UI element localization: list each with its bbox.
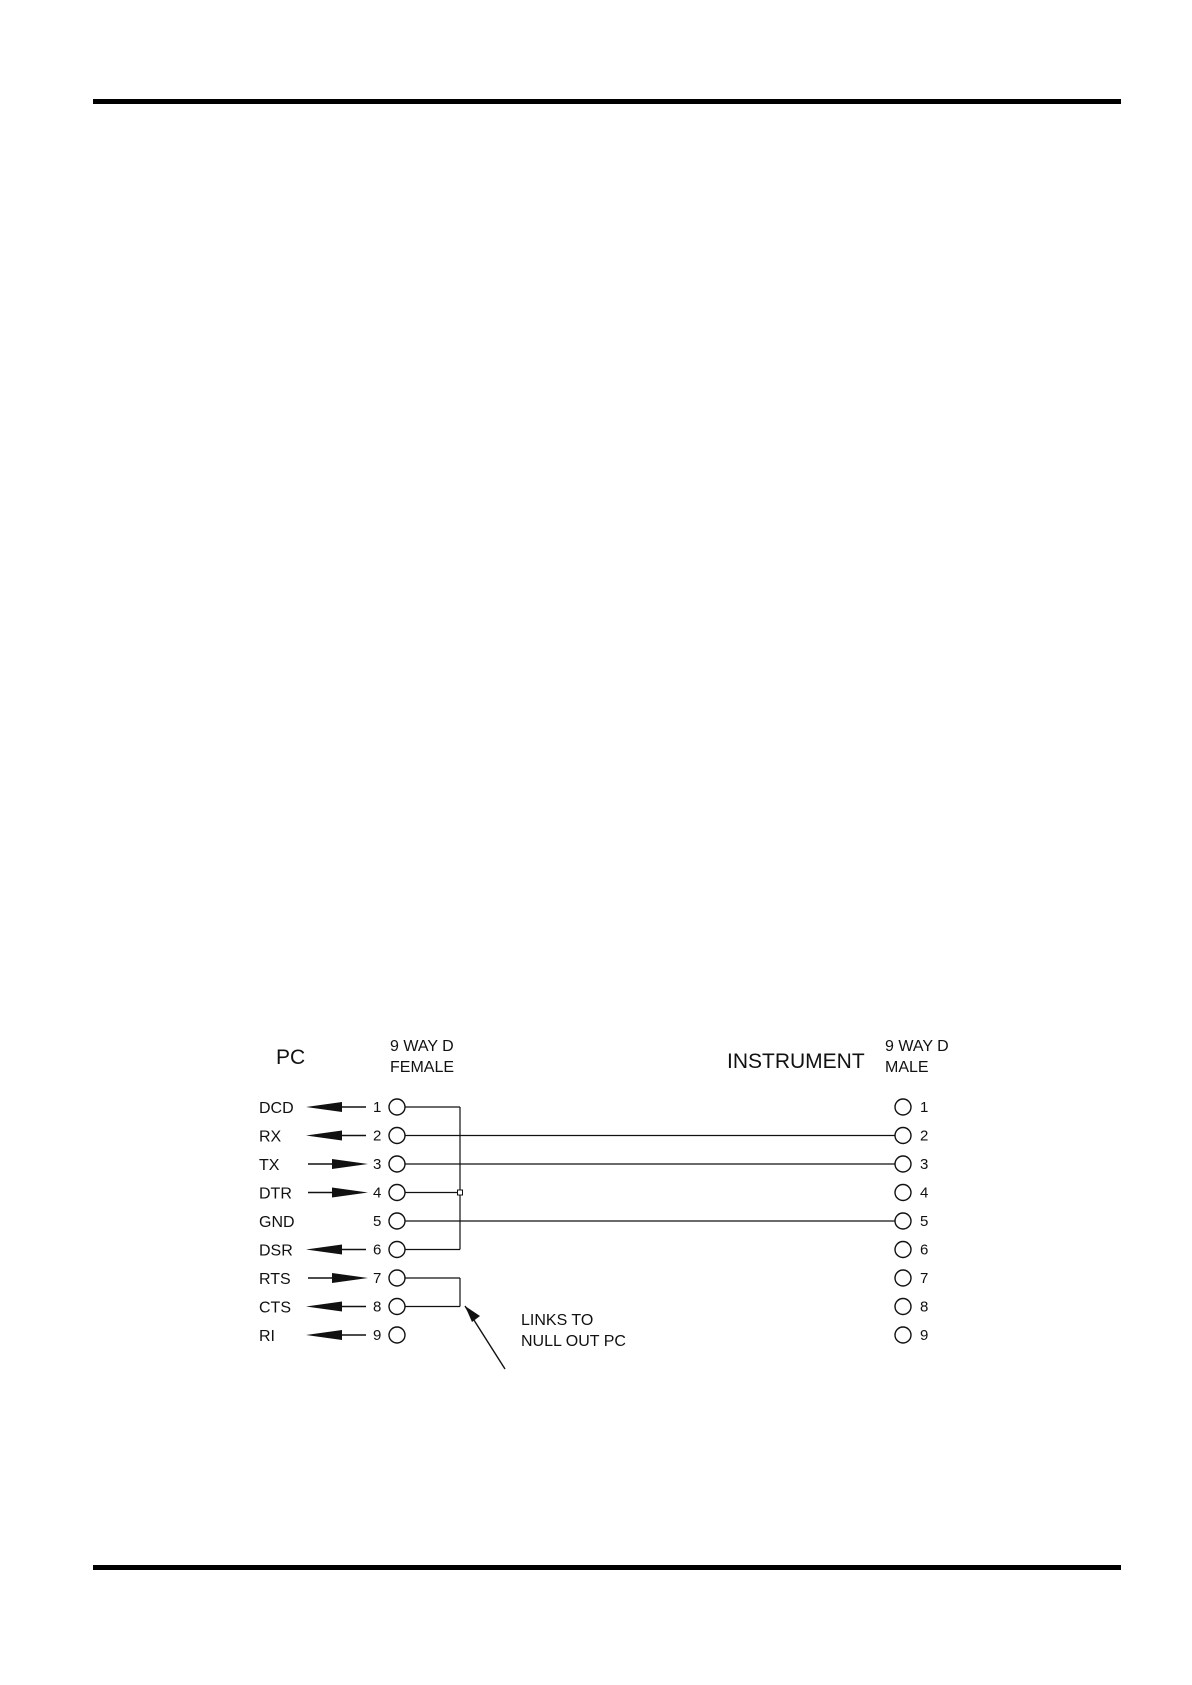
instrument-pin-circle (895, 1185, 911, 1201)
pc-pin-number: 1 (373, 1099, 382, 1116)
instrument-pin-number: 8 (920, 1298, 929, 1316)
instrument-row-4 (895, 1185, 928, 1202)
pc-pin-circle (389, 1156, 405, 1172)
instrument-row-6 (895, 1242, 928, 1259)
instrument-pin-circle (895, 1128, 911, 1144)
signal-label: DTR (259, 1185, 292, 1203)
pc-pin-number: 8 (373, 1298, 382, 1316)
pc-row-ri (259, 1327, 405, 1345)
junction-dot (458, 1190, 463, 1195)
instrument-pin-circle (895, 1327, 911, 1343)
right-arrow-icon (332, 1273, 368, 1283)
pc-row-rx (259, 1128, 405, 1146)
pc-pin-circle (389, 1099, 405, 1115)
signal-label: DSR (259, 1242, 293, 1260)
pc-connector-heading-line1: 9 WAY D (390, 1038, 454, 1055)
pc-link-7-8 (405, 1278, 460, 1307)
bottom-rule (93, 1565, 1121, 1570)
pc-pin-circle (389, 1327, 405, 1343)
pc-row-dtr (259, 1185, 405, 1203)
instrument-row-9 (895, 1327, 928, 1344)
pc-link-1-4-6 (405, 1107, 463, 1250)
pc-pin-number: 6 (373, 1241, 382, 1259)
signal-label: CTS (259, 1299, 291, 1317)
instrument-heading: INSTRUMENT (727, 1050, 865, 1073)
signal-label: TX (259, 1157, 280, 1174)
pc-pin-number: 7 (373, 1270, 382, 1287)
instrument-pin-circle (895, 1299, 911, 1315)
signal-label: DCD (259, 1100, 294, 1117)
instrument-pin-number: 3 (920, 1156, 929, 1173)
instrument-row-7 (895, 1270, 928, 1287)
instrument-pin-number: 9 (920, 1327, 929, 1344)
instrument-row-5 (895, 1213, 928, 1230)
pc-pin-number: 5 (373, 1213, 382, 1230)
pc-pin-circle (389, 1299, 405, 1315)
signal-label: RI (259, 1328, 275, 1345)
pc-pin-number: 4 (373, 1184, 382, 1202)
pc-heading: PC (276, 1046, 306, 1069)
pc-pin-circle (389, 1213, 405, 1229)
instrument-row-1 (895, 1099, 928, 1116)
instrument-connector-heading-line1: 9 WAY D (885, 1038, 949, 1055)
pc-pin-circle (389, 1185, 405, 1201)
signal-label: GND (259, 1214, 295, 1231)
instrument-pin-number: 1 (920, 1099, 929, 1116)
left-arrow-icon (306, 1102, 342, 1112)
instrument-pin-number: 6 (920, 1241, 929, 1259)
left-arrow-icon (306, 1131, 342, 1141)
pc-connector-heading-line2: FEMALE (390, 1059, 455, 1076)
instrument-row-2 (895, 1128, 928, 1145)
right-arrow-icon (332, 1188, 368, 1198)
pc-row-gnd (259, 1213, 405, 1231)
left-arrow-icon (306, 1245, 342, 1255)
pc-pin-number: 3 (373, 1156, 382, 1173)
pc-row-rts (259, 1270, 405, 1288)
instrument-pin-circle (895, 1270, 911, 1286)
instrument-pin-circle (895, 1156, 911, 1172)
instrument-pin-number: 2 (920, 1127, 929, 1145)
instrument-pin-circle (895, 1213, 911, 1229)
left-arrow-icon (306, 1302, 342, 1312)
instrument-pin-circle (895, 1242, 911, 1258)
signal-label: RX (259, 1128, 282, 1146)
signal-label: RTS (259, 1271, 291, 1288)
instrument-pin-circle (895, 1099, 911, 1115)
instrument-pin-number: 4 (920, 1184, 929, 1202)
pc-pin-circle (389, 1242, 405, 1258)
pc-row-dcd (259, 1099, 405, 1117)
instrument-row-3 (895, 1156, 928, 1173)
pc-pin-number: 2 (373, 1127, 382, 1145)
pc-row-tx (259, 1156, 405, 1174)
pc-pin-number: 9 (373, 1327, 382, 1344)
pc-pin-circle (389, 1128, 405, 1144)
annotation-arrow-head (465, 1306, 480, 1322)
pc-row-cts (259, 1299, 405, 1317)
instrument-pin-number: 5 (920, 1213, 929, 1230)
instrument-connector-heading-line2: MALE (885, 1059, 929, 1076)
annotation-line1: LINKS TO (521, 1312, 594, 1329)
right-arrow-icon (332, 1159, 368, 1169)
pc-row-dsr (259, 1242, 405, 1260)
annotation-line2: NULL OUT PC (521, 1333, 626, 1350)
instrument-row-8 (895, 1299, 928, 1316)
pc-pin-circle (389, 1270, 405, 1286)
instrument-pin-number: 7 (920, 1270, 929, 1287)
left-arrow-icon (306, 1330, 342, 1340)
wires (405, 1107, 895, 1307)
